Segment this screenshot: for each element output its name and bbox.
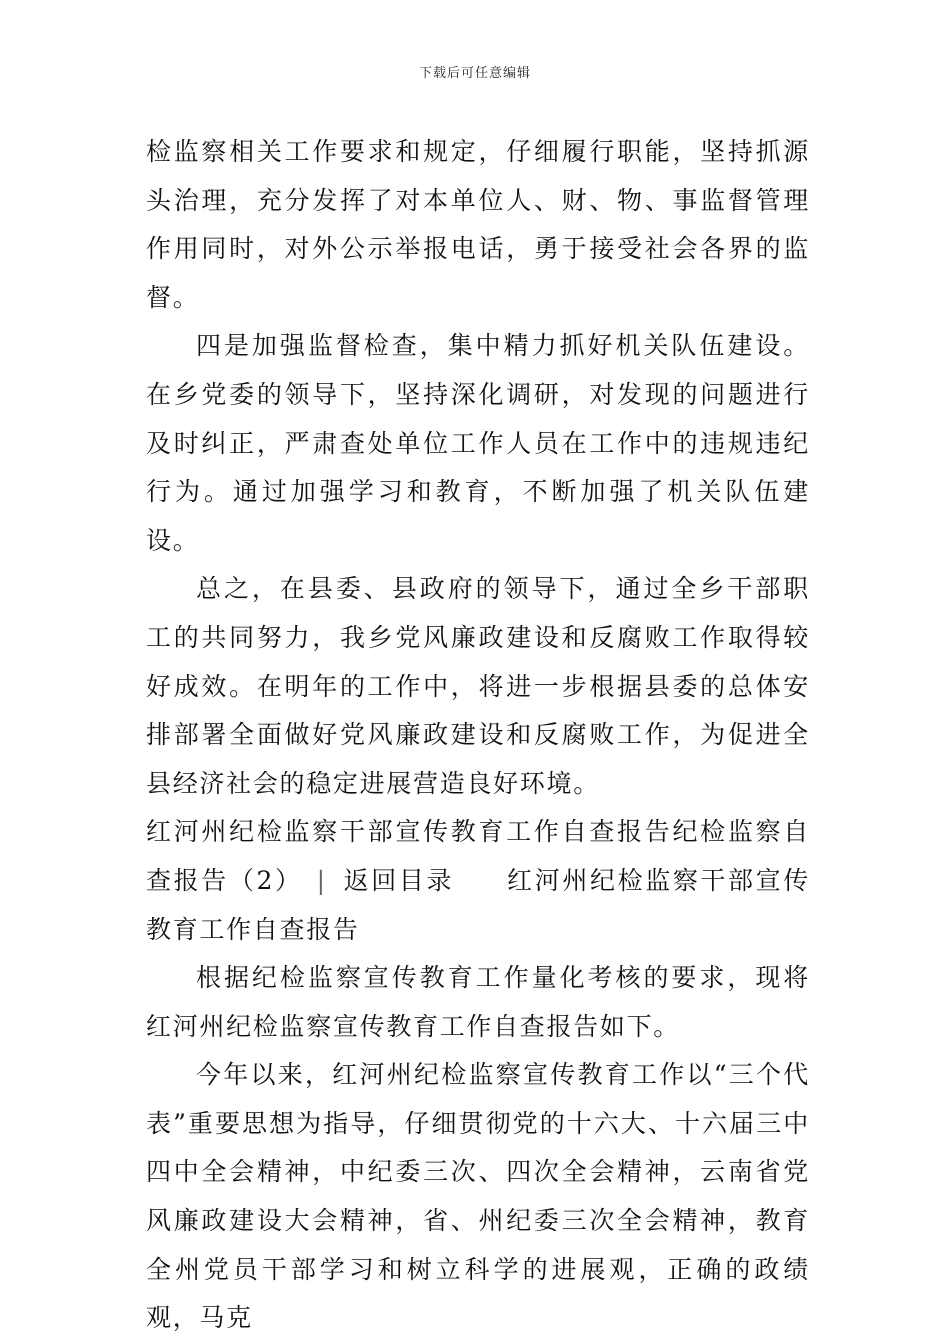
title-separator: | (316, 865, 327, 895)
paragraph-2: 四是加强监督检查，集中精力抓好机关队伍建设。在乡党委的领导下，坚持深化调研，对发现的问题进行及时纠正，严肃查处单位工作人员在工作中的违规违纪行为。通过加强学习和教育，不断加强了机关队伍建设。 (146, 331, 810, 555)
section-title-line (146, 808, 810, 954)
paragraph-3: 总之，在县委、县政府的领导下，通过全乡干部职工的共同努力，我乡党风廉政建设和反腐败工作取得较好成效。在明年的工作中，将进一步根据县委的总体安排部署全面做好党风廉政建设和反腐败工作，为促进全县经济社会的稳定进展营造良好环境。 (146, 574, 810, 798)
page-header: 下载后可任意编辑 (418, 66, 531, 81)
section-title-part2: 红河州纪检监察干部宣传教育工作自查报告 (146, 865, 810, 944)
document-body (146, 128, 810, 1343)
back-to-contents-link[interactable]: 返回目录 (342, 865, 455, 895)
section-title-part1: 红河州纪检监察干部宣传教育工作自查报告纪检监察自查报告（2） (146, 817, 810, 895)
paragraph-1: 检监察相关工作要求和规定，仔细履行职能，坚持抓源头治理，充分发挥了对本单位人、财、物、事监督管理作用同时，对外公示举报电话，勇于接受社会各界的监督。 (146, 137, 810, 312)
paragraph-5: 今年以来，红河州纪检监察宣传教育工作以“三个代表”重要思想为指导，仔细贯彻党的十六大、十六届三中四中全会精神，中纪委三次、四次全会精神，云南省党风廉政建设大会精神，省、州纪委三次全会精神，教育全州党员干部学习和树立科学的进展观，正确的政绩观，马克 (146, 1060, 810, 1333)
paragraph-4: 根据纪检监察宣传教育工作量化考核的要求，现将红河州纪检监察宣传教育工作自查报告如下。 (146, 963, 810, 1041)
